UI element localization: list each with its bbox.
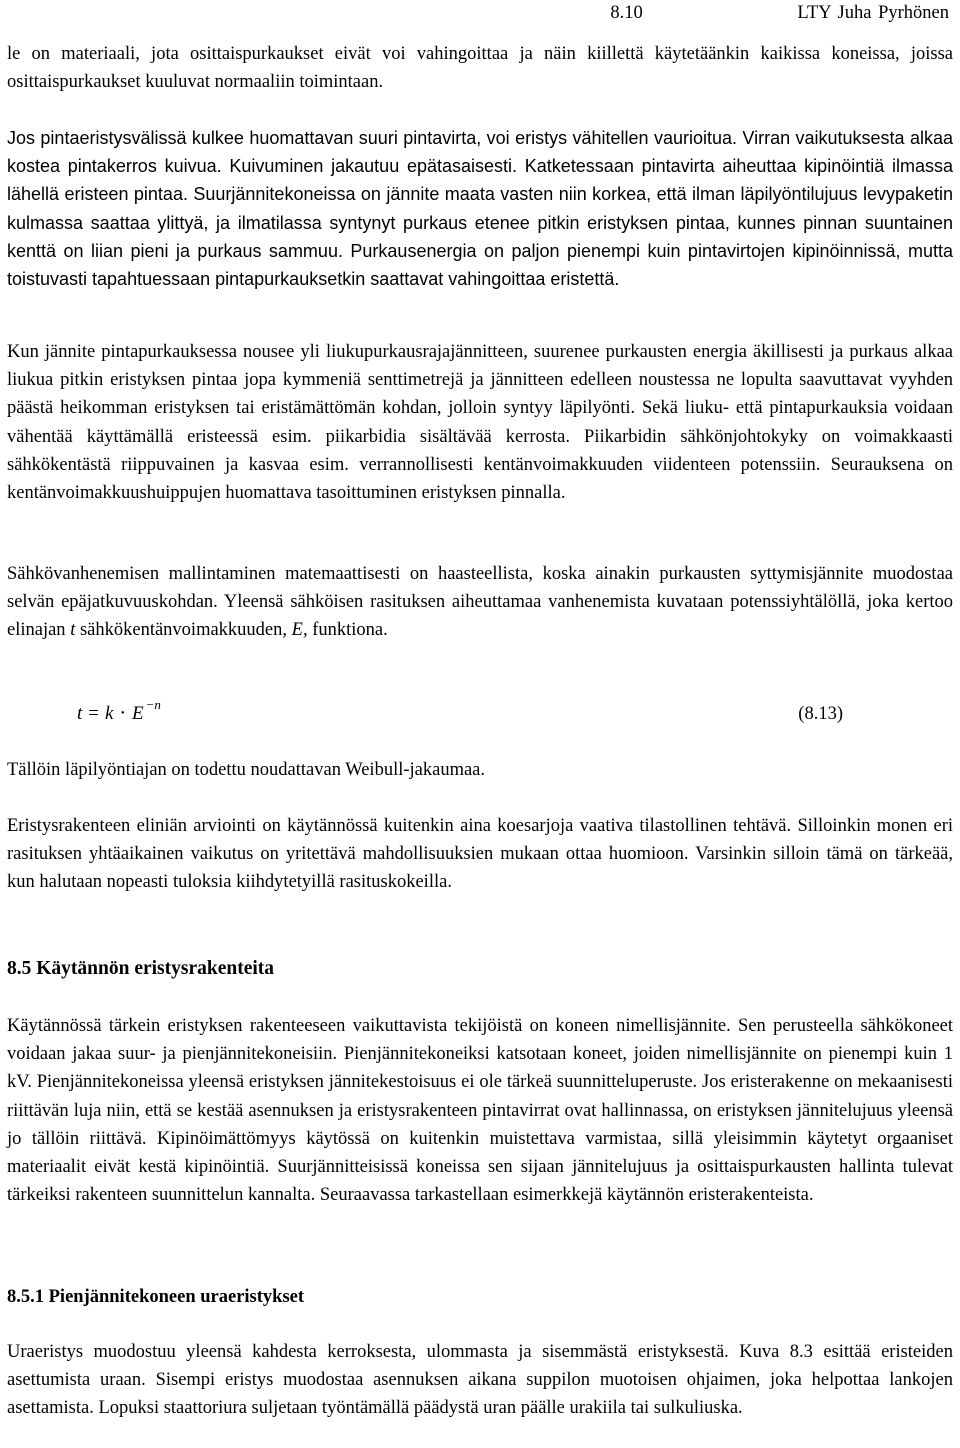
paragraph-2-sans	[7, 124, 953, 293]
paragraph-4	[7, 560, 953, 645]
formula-exponent: −n	[145, 697, 161, 712]
formula-E: E	[131, 703, 144, 724]
formula-k: k	[105, 703, 114, 724]
section-heading-8-5: 8.5 Käytännön eristysrakenteita	[7, 958, 275, 979]
page-number: 8.10	[610, 3, 643, 23]
symbol-t: t	[70, 620, 76, 641]
subsection-heading-8-5-1: 8.5.1 Pienjännitekoneen uraeristykset	[7, 1287, 305, 1307]
paragraph-4-text-b: sähkökentänvoimakkuuden,	[79, 620, 288, 641]
formula-dot: ⋅	[119, 703, 126, 724]
paragraph-2: Jos pintaeristysvälissä kulkee huomattavan suuri pintavirta, voi eristys vähitellen vaurioitua. Virran vaikutuksesta alkaa kostea pintakerros kuivua. Kuivuminen jakautuu epätasaisesti. Katketessaan pintavirta aiheuttaa kipinöintiä ilmassa lähellä eristeen pintaa. Suurjännitekoneissa on jännite maata vasten niin korkea, että ilman läpilyöntilujuus levypaketin kulmassa saattaa ylittyä, ja ilmatilassa syntynyt purkaus etenee pitkin eristyksen pintaa, kunnes pinnan suuntainen kenttä on liian pieni ja purkaus sammuu. Purkausenergia on paljon pienempi kuin pintavirtojen kipinöinnissä, mutta toistuvasti tapahtuessaan pintapurkauksetkin saattavat vahingoittaa eristettä.	[7, 128, 953, 290]
page-header	[610, 0, 949, 26]
paragraph-5: Tällöin läpilyöntiajan on todettu noudattavan Weibull-jakaumaa.	[7, 760, 486, 780]
formula-equals: =	[88, 703, 99, 724]
symbol-E: E,	[291, 620, 308, 641]
equation-label: (8.13)	[798, 704, 843, 724]
paragraph-7: Käytännössä tärkein eristyksen rakenteeseen vaikuttavista tekijöistä on koneen nimellisjännite. Sen perusteella sähkökoneet voidaan jakaa suur- ja pienjännitekoneisiin. Pienjännitekoneiksi katsotaan koneet, joiden nimellisjännite on pienempi kuin 1 kV. Pienjännitekoneissa yleensä eristyksen jännitekestoisuus ei ole tärkeä suunnitteluperuste. Jos eristerakenne on mekaanisesti riittävän luja niin, että se kestää asennuksen ja eristysrakenteen pintavirrat ovat hallinnassa, on eristyksen jännitelujuus yleensä jo tällöin riittävä. Kipinöimättömyys käytössä on kuitenkin muistettava varmistaa, sillä yleisimmin käytetyt orgaaniset materiaalit eivät kestä kipinöintiä. Suurjännitteisissä koneissa sen sijaan jännitelujuus ja osittaispurkausten hallinta tulevat tärkeiksi rakenteen suunnittelun kannalta. Seuraavassa tarkastellaan esimerkkejä käytännön eristerakenteista.	[7, 1016, 953, 1206]
formula-lhs: t	[77, 703, 83, 724]
paragraph-6: Eristysrakenteen eliniän arviointi on käytännössä kuitenkin aina koesarjoja vaativa tilastollinen tehtävä. Silloinkin monen eri rasituksen yhtäaikainen vaikutus on yritettävä mahdollisuuksien mukaan ottaa huomioon. Varsinkin silloin tämä on tärkeää, kun halutaan nopeasti tuloksia kiihdytetyillä rasituskokeilla.	[7, 816, 953, 893]
paragraph-8: Uraeristys muodostuu yleensä kahdesta kerroksesta, ulommasta ja sisemmästä eristyksestä. Kuva 8.3 esittää eristeiden asettumista uraan. Sisempi eristys muodostaa asennuksen aikana suppilon muotoisen ohjaimen, joka helpottaa lankojen asettamista. Lopuksi staattoriura suljetaan työntämällä päädystä uran päälle urakiila tai sulkuliuska.	[7, 1342, 953, 1419]
paragraph-4-text-a: Sähkövanhenemisen mallintaminen matemaattisesti on haasteellista, koska ainakin purkausten syttymisjännite muodostaa selvän epäjatkuvuuskohdan. Yleensä sähköisen rasituksen aiheuttamaa vanhenemista kuvataan potenssiyhtälöllä, joka kertoo elinajan	[7, 564, 953, 641]
paragraph-1: le on materiaali, jota osittaispurkaukset eivät voi vahingoittaa ja näin kiillettä käytetäänkin kaikissa koneissa, joissa osittaispurkaukset kuuluvat normaaliin toimintaan.	[7, 44, 953, 93]
paragraph-3: Kun jännite pintapurkauksessa nousee yli liukupurkausrajajännitteen, suurenee purkausten energia äkillisesti ja purkaus alkaa liukua pitkin eristyksen pintaa jopa kymmeniä senttimetrejä ja jännitteen edelleen noustessa ne lopulta saavuttavat vyyhden päästä heikomman eristyksen tai eristämättömän kohdan, jolloin syntyy läpilyönti. Sekä liuku- että pintapurkauksia voidaan vähentää käyttämällä eristeessä esim. piikarbidia sisältävää kerrosta. Piikarbidin sähkönjohtokyky on voimakkaasti sähkökentästä riippuvainen ja kasvaa esim. verrannollisesti kentänvoimakkuuden viidenteen potenssiin. Seurauksena on kentänvoimakkuushuippujen huomattava tasoittuminen eristyksen pinnalla.	[7, 342, 953, 504]
equation-8-13	[77, 697, 161, 729]
author-name: LTY Juha Pyrhönen	[797, 3, 949, 23]
paragraph-4-text-c: funktiona.	[312, 620, 388, 641]
